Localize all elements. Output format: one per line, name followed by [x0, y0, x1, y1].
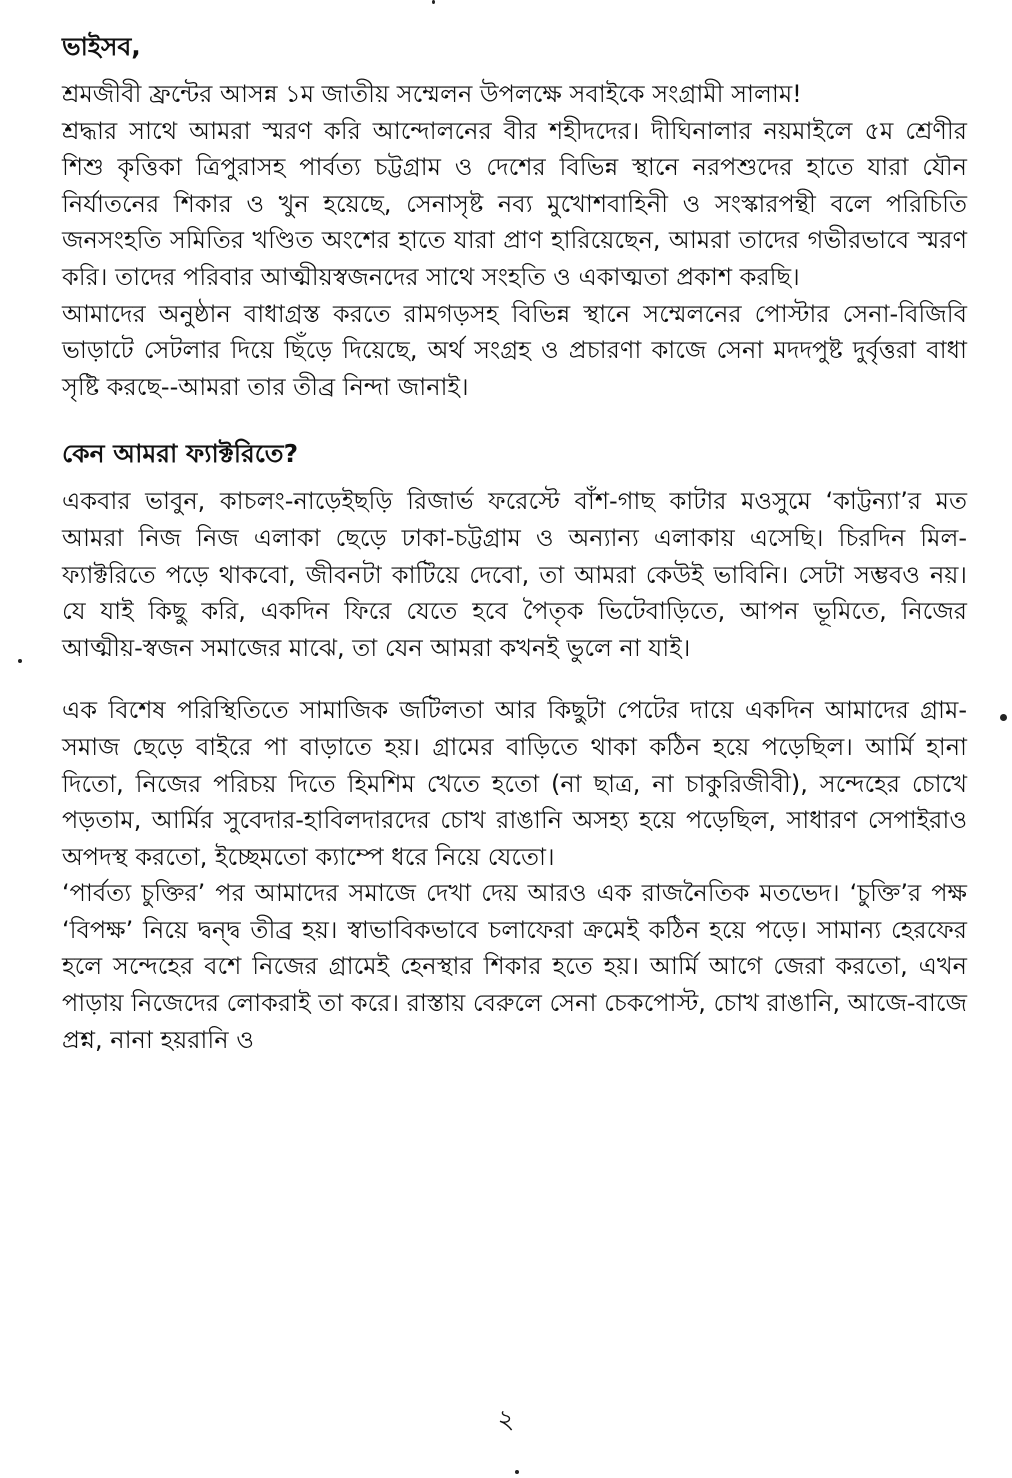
intro-obstruction-paragraph: আমাদের অনুষ্ঠান বাধাগ্রস্ত করতে রামগড়সহ বিভিন্ন স্থানে সম্মেলনের পোস্টার সেনা-বিজিবি ভাড়াটে সেটলার দিয়ে ছিঁড়ে দিয়েছে, অর্থ সংগ্রহ ও প্রচারণা কাজে সেনা মদদপুষ্ট দুর্বৃত্তরা বাধা সৃষ্টি করছে--আমরা তার তীব্র নিন্দা জানাই।: [62, 299, 967, 401]
section-paragraph-return-home: একবার ভাবুন, কাচলং-নাড়েইছড়ি রিজার্ভ ফরেস্টে বাঁশ-গাছ কাটার মওসুমে ‘কাট্টন্যা’র মত আমরা নিজ নিজ এলাকা ছেড়ে ঢাকা-চট্টগ্রাম ও অন্যান্য এলাকায় এসেছি। চিরদিন মিল-ফ্যাক্টরিতে পড়ে থাকবো, জীবনটা কাটিয়ে দেবো, তা আমরা কেউই ভাবিনি। সেটা সম্ভবও নয়। যে যাই কিছু করি, একদিন ফিরে যেতে হবে পৈতৃক ভিটেবাড়িতে, আপন ভূমিতে, নিজের আত্মীয়-স্বজন সমাজের মাঝে, তা যেন আমরা কখনই ভুলে না যাই।: [62, 487, 967, 662]
page-number: ২: [497, 1405, 515, 1435]
scan-speck-left: [18, 659, 22, 663]
intro-salute: শ্রমজীবী ফ্রন্টের আসন্ন ১ম জাতীয় সম্মেলন উপলক্ষে সবাইকে সংগ্রামী সালাম!: [62, 80, 802, 108]
scan-speck-top: [432, 0, 435, 4]
intro-martyrs-paragraph: শ্রদ্ধার সাথে আমরা স্মরণ করি আন্দোলনের বীর শহীদদের। দীঘিনালার নয়মাইলে ৫ম শ্রেণীর শিশু কৃত্তিকা ত্রিপুরাসহ পার্বত্য চট্টগ্রাম ও দেশের বিভিন্ন স্থানে নরপশুদের হাতে যারা যৌন নির্যাতনের শিকার ও খুন হয়েছে, সেনাসৃষ্ট নব্য মুখোশবাহিনী ও সংস্কারপন্থী বলে পরিচিতি জনসংহতি সমিতির খণ্ডিত অংশের হাতে যারা প্রাণ হারিয়েছেন, আমরা তাদের গভীরভাবে স্মরণ করি। তাদের পরিবার আত্মীয়স্বজনদের সাথে সংহতি ও একাত্মতা প্রকাশ করছি।: [62, 116, 967, 291]
scan-speck-right: [1000, 714, 1007, 721]
section-paragraph-leaving-village: এক বিশেষ পরিস্থিতিতে সামাজিক জটিলতা আর কিছুটা পেটের দায়ে একদিন আমাদের গ্রাম-সমাজ ছেড়ে বাইরে পা বাড়াতে হয়। গ্রামের বাড়িতে থাকা কঠিন হয়ে পড়েছিল। আর্মি হানা দিতো, নিজের পরিচয় দিতে হিমশিম খেতে হতো (না ছাত্র, না চাকুরিজীবী), সন্দেহের চোখে পড়তাম, আর্মির সুবেদার-হাবিলদারদের চোখ রাঙানি অসহ্য হয়ে পড়েছিল, সাধারণ সেপাইরাও অপদস্থ করতো, ইচ্ছেমতো ক্যাম্পে ধরে নিয়ে যেতো।: [62, 696, 967, 871]
section-heading: কেন আমরা ফ্যাক্টরিতে?: [62, 439, 299, 469]
scan-speck-bottom: [515, 1470, 519, 1474]
section-paragraph-accord: ‘পার্বত্য চুক্তির’ পর আমাদের সমাজে দেখা দেয় আরও এক রাজনৈতিক মতভেদ। ‘চুক্তি’র পক্ষ ‘বিপক্ষ’ নিয়ে দ্বন্দ্ব তীব্র হয়। স্বাভাবিকভাবে চলাফেরা ক্রমেই কঠিন হয়ে পড়ে। সামান্য হেরফের হলে সন্দেহের বশে নিজের গ্রামেই হেনস্থার শিকার হতে হয়। আর্মি আগে জেরা করতো, এখন পাড়ায় নিজেদের লোকরাই তা করে। রাস্তায় বেরুলে সেনা চেকপোস্ট, চোখ রাঙানি, আজে-বাজে প্রশ্ন, নানা হয়রানি ও: [62, 879, 967, 1054]
greeting-heading: ভাইসব,: [62, 32, 141, 61]
document-body: [62, 28, 967, 1058]
